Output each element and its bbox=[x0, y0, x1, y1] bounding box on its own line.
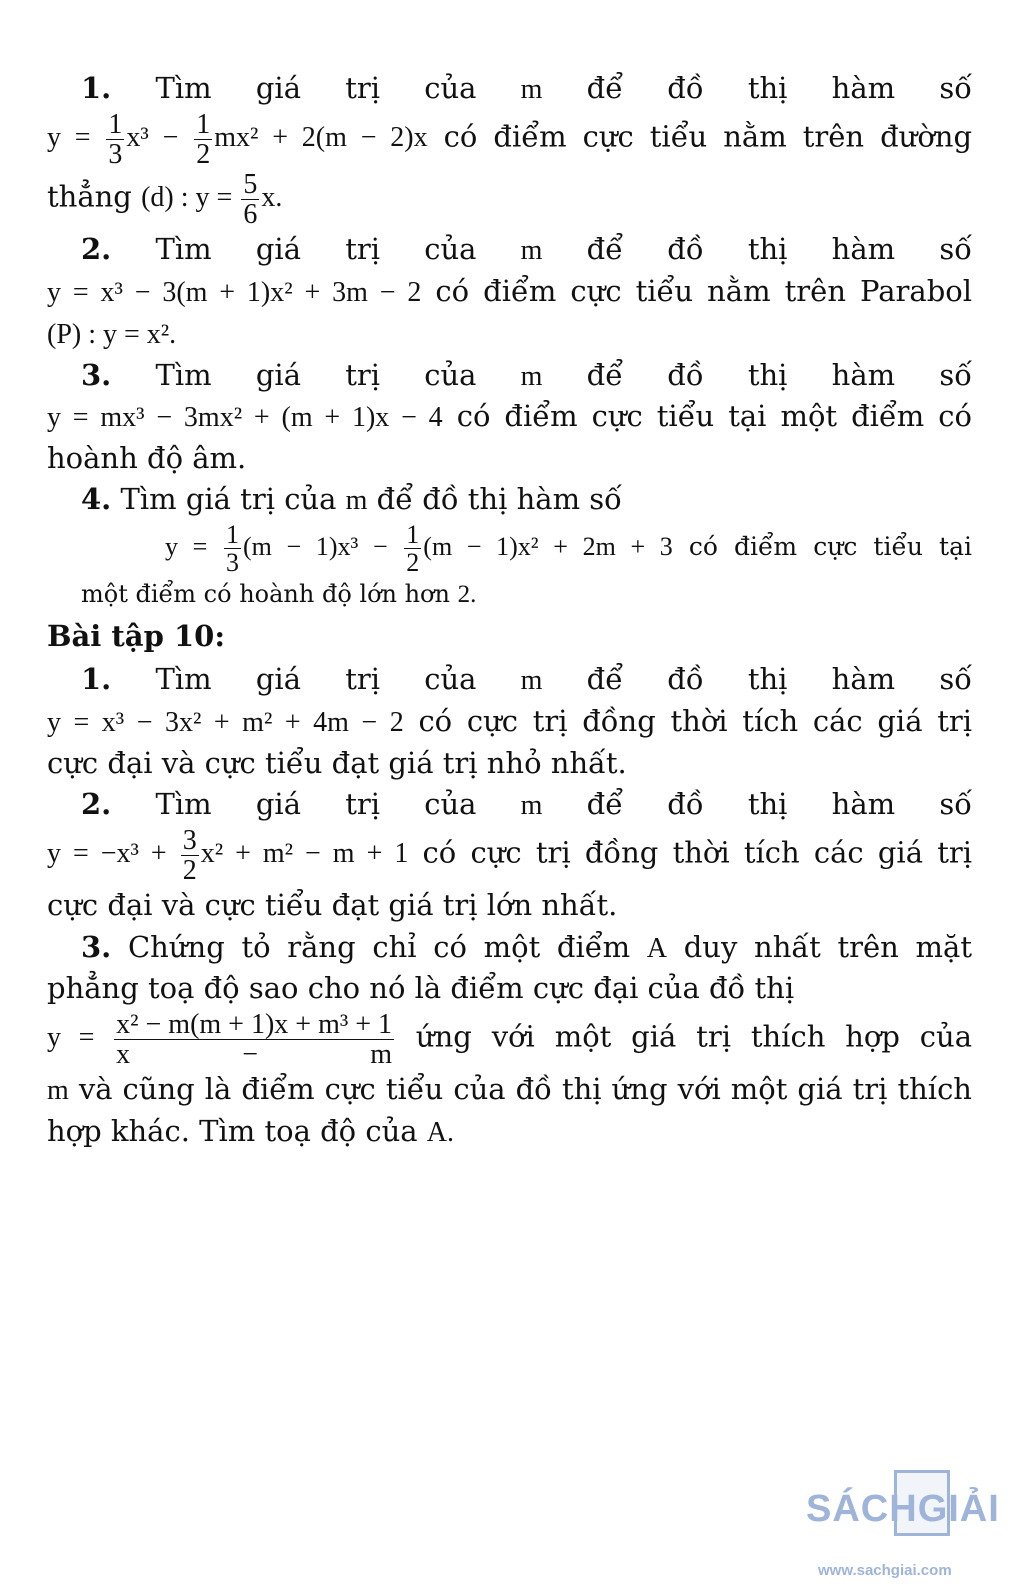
function-formula: y = x³ − 3(m + 1)x² + 3m − 2 bbox=[47, 277, 422, 309]
exercise-1-line-2: y = x³ − 3x² + m² + 4m − 2 có cực trị đồng thời tích các giá trị bbox=[47, 704, 972, 738]
problem-1-line-1: 1. Tìm giá trị của m để đồ thị hàm số bbox=[81, 71, 972, 105]
problem-4-line-1: 4. Tìm giá trị của m để đồ thị hàm số bbox=[81, 482, 622, 517]
function-formula: y = $\frac{1}{3}$ (m − 1)x³ − $\frac{1}{2}$ (m − 1)x² + 2m + 3 bbox=[165, 519, 673, 578]
exercise-1-line-3: cực đại và cực tiểu đạt giá trị nhỏ nhất. bbox=[47, 745, 627, 780]
problem-4-line-3: một điểm có hoành độ lớn hơn 2. bbox=[81, 579, 477, 608]
line-equation: (d) : y = $\frac{5}{6}$ x. bbox=[141, 168, 283, 230]
function-formula: y = $\frac{1}{3}$ x³ − $\frac{1}{2}$ mx² + 2(m − 2)x bbox=[47, 108, 428, 171]
problem-2-line-2: y = x³ − 3(m + 1)x² + 3m − 2 có điểm cực tiểu nằm trên Parabol bbox=[47, 274, 973, 309]
function-formula: y = $\frac{\text{x² − m(m + 1)x + m³ + 1}}{x - m}$ bbox=[47, 1008, 393, 1070]
document-page bbox=[47, 68, 972, 1153]
section-heading: Bài tập 10: bbox=[47, 619, 226, 654]
exercise-1-line-1: 1. Tìm giá trị của m để đồ thị hàm số bbox=[81, 662, 972, 697]
problem-1-line-2: y = $\frac{1}{3}$ x³ − $\frac{1}{2}$ mx² + 2(m − 2)x có điểm cực tiểu nằm trên đường bbox=[47, 108, 973, 171]
problem-2-line-1: 2. Tìm giá trị của m để đồ thị hàm số bbox=[81, 232, 972, 267]
function-formula: y = −x³ + $\frac{3}{2}$ x² + m² − m + 1 bbox=[47, 824, 409, 887]
exercise-2-line-3: cực đại và cực tiểu đạt giá trị lớn nhất. bbox=[47, 888, 618, 923]
problem-2-line-3 bbox=[47, 313, 972, 355]
watermark-url: www.sachgiai.com bbox=[818, 1562, 952, 1579]
problem-3-line-3: hoành độ âm. bbox=[47, 441, 247, 476]
exercise-3-text: 3. Chứng tỏ rằng chỉ có một điểm A duy nhất trên mặt phẳng toạ độ sao cho nó là điểm cực đại của đồ thị bbox=[47, 929, 972, 1006]
function-formula: y = x³ − 3x² + m² + 4m − 2 bbox=[47, 707, 404, 738]
problem-3-line-2: y = mx³ − 3mx² + (m + 1)x − 4 có điểm cực tiểu tại một điểm có bbox=[47, 399, 972, 434]
parabola-equation: (P) : y = x². bbox=[47, 318, 177, 350]
exercise-3-tail: m và cũng là điểm cực tiểu của đồ thị ứng với một giá trị thích hợp khác. Tìm toạ độ của A. bbox=[47, 1072, 972, 1149]
sachgiai-watermark bbox=[806, 1466, 1006, 1586]
problem-3-line-1: 3. Tìm giá trị của m để đồ thị hàm số bbox=[81, 357, 972, 392]
problem-4-line-2: y = $\frac{1}{3}$ (m − 1)x³ − $\frac{1}{2}$ (m − 1)x² + 2m + 3 có điểm cực tiểu tại bbox=[165, 519, 972, 578]
exercise-3-formula-line: y = $\frac{\text{x² − m(m + 1)x + m³ + 1}}{x - m}$ ứng với một giá trị thích hợp của bbox=[47, 1008, 973, 1070]
problem-1-line-3: thẳng (d) : y = $\frac{5}{6}$ x. bbox=[47, 168, 283, 230]
exercise-2-line-1: 2. Tìm giá trị của m để đồ thị hàm số bbox=[81, 786, 972, 821]
exercise-2-line-2: y = −x³ + $\frac{3}{2}$ x² + m² − m + 1 có cực trị đồng thời tích các giá trị bbox=[47, 824, 972, 887]
function-formula: y = mx³ − 3mx² + (m + 1)x − 4 bbox=[47, 402, 443, 434]
watermark-brand: SÁCHGIẢI bbox=[806, 1488, 1000, 1530]
problem-label: 1. bbox=[81, 71, 112, 105]
